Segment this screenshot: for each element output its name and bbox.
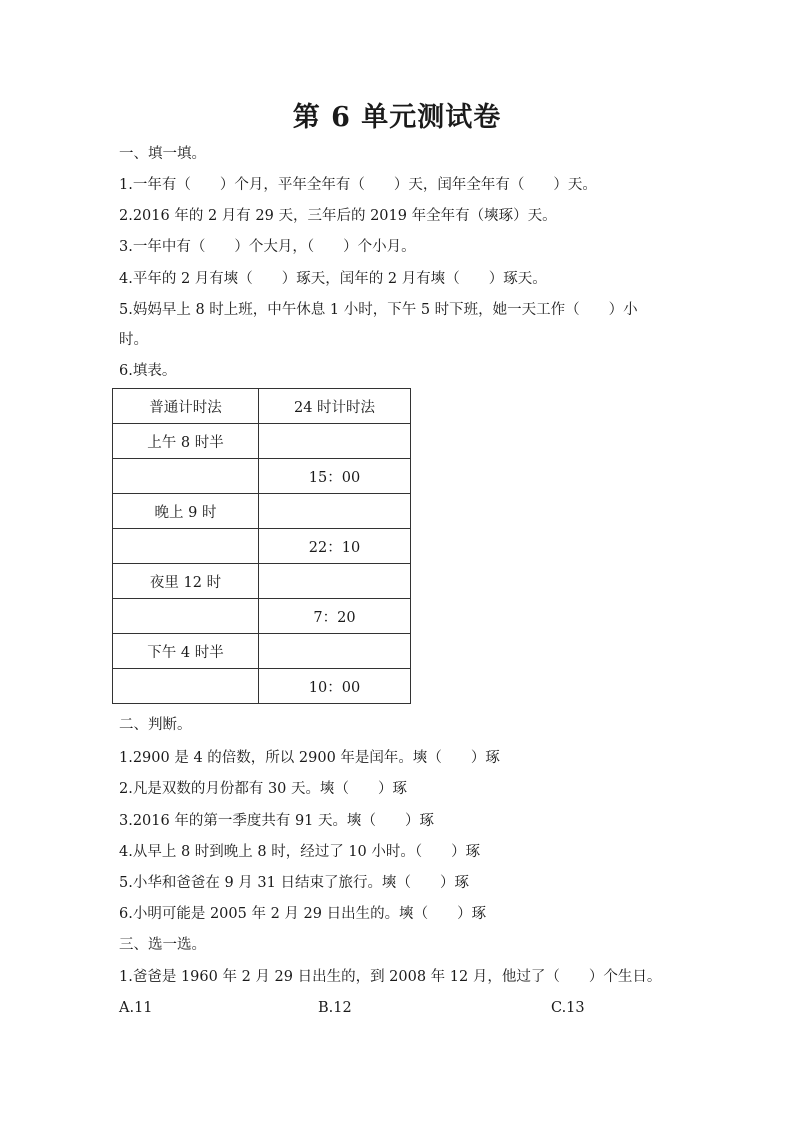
choice-option-c: C.13 bbox=[551, 1000, 585, 1016]
table-cell bbox=[113, 459, 259, 494]
time-conversion-table bbox=[112, 388, 411, 704]
table-cell bbox=[113, 669, 259, 704]
table-row bbox=[113, 669, 411, 704]
table-cell bbox=[113, 529, 259, 564]
table-cell: 22：10 bbox=[259, 529, 411, 564]
judgement-item-2: 2.凡是双数的月份都有 30 天。塽（ ）琢 bbox=[119, 781, 408, 797]
question-1-4: 4.平年的 2 月有塽（ ）琢天，闰年的 2 月有塽（ ）琢天。 bbox=[119, 271, 547, 287]
question-1-1: 1.一年有（ ）个月，平年全年有（ ）天，闰年全年有（ ）天。 bbox=[119, 177, 597, 193]
table-cell bbox=[259, 494, 411, 529]
table-cell: 15：00 bbox=[259, 459, 411, 494]
table-cell: 7：20 bbox=[259, 599, 411, 634]
table-cell: 上午 8 时半 bbox=[113, 424, 259, 459]
table-cell: 10：00 bbox=[259, 669, 411, 704]
table-cell: 晚上 9 时 bbox=[113, 494, 259, 529]
judgement-item-1: 1.2900 是 4 的倍数，所以 2900 年是闰年。塽（ ）琢 bbox=[119, 750, 500, 766]
section1-heading: 一、填一填。 bbox=[119, 146, 206, 162]
table-header-row bbox=[113, 389, 411, 424]
choice-option-a: A.11 bbox=[119, 1000, 153, 1016]
judgement-item-5: 5.小华和爸爸在 9 月 31 日结束了旅行。塽（ ）琢 bbox=[119, 875, 469, 891]
table-header-cell: 24 时计时法 bbox=[259, 389, 411, 424]
table-row bbox=[113, 599, 411, 634]
table-row bbox=[113, 424, 411, 459]
table-row bbox=[113, 494, 411, 529]
table-cell: 夜里 12 时 bbox=[113, 564, 259, 599]
table-row bbox=[113, 564, 411, 599]
question-1-6: 6.填表。 bbox=[119, 363, 177, 379]
table-cell: 下午 4 时半 bbox=[113, 634, 259, 669]
table-row bbox=[113, 529, 411, 564]
question-1-5-line1: 5.妈妈早上 8 时上班，中午休息 1 小时，下午 5 时下班，她一天工作（ ）小 bbox=[119, 302, 638, 318]
table-row bbox=[113, 459, 411, 494]
question-1-3: 3.一年中有（ ）个大月，（ ）个小月。 bbox=[119, 239, 416, 255]
section3-heading: 三、选一选。 bbox=[119, 937, 206, 953]
judgement-item-3: 3.2016 年的第一季度共有 91 天。塽（ ）琢 bbox=[119, 813, 435, 829]
table-cell bbox=[259, 634, 411, 669]
question-1-5-line2: 时。 bbox=[119, 332, 148, 348]
section2-heading: 二、判断。 bbox=[119, 717, 192, 733]
table-header-cell: 普通计时法 bbox=[113, 389, 259, 424]
judgement-item-4: 4.从早上 8 时到晚上 8 时，经过了 10 小时。（ ）琢 bbox=[119, 844, 481, 860]
question-1-2: 2.2016 年的 2 月有 29 天，三年后的 2019 年全年有（塽琢）天。 bbox=[119, 208, 557, 224]
page-title: 第 6 单元测试卷 bbox=[292, 102, 502, 133]
table-row bbox=[113, 634, 411, 669]
judgement-item-6: 6.小明可能是 2005 年 2 月 29 日出生的。塽（ ）琢 bbox=[119, 906, 487, 922]
table-cell bbox=[113, 599, 259, 634]
table-cell bbox=[259, 424, 411, 459]
choice-option-b: B.12 bbox=[318, 1000, 352, 1016]
choice-question-1: 1.爸爸是 1960 年 2 月 29 日出生的，到 2008 年 12 月，他过了（ ）个生日。 bbox=[119, 969, 662, 985]
table-cell bbox=[259, 564, 411, 599]
